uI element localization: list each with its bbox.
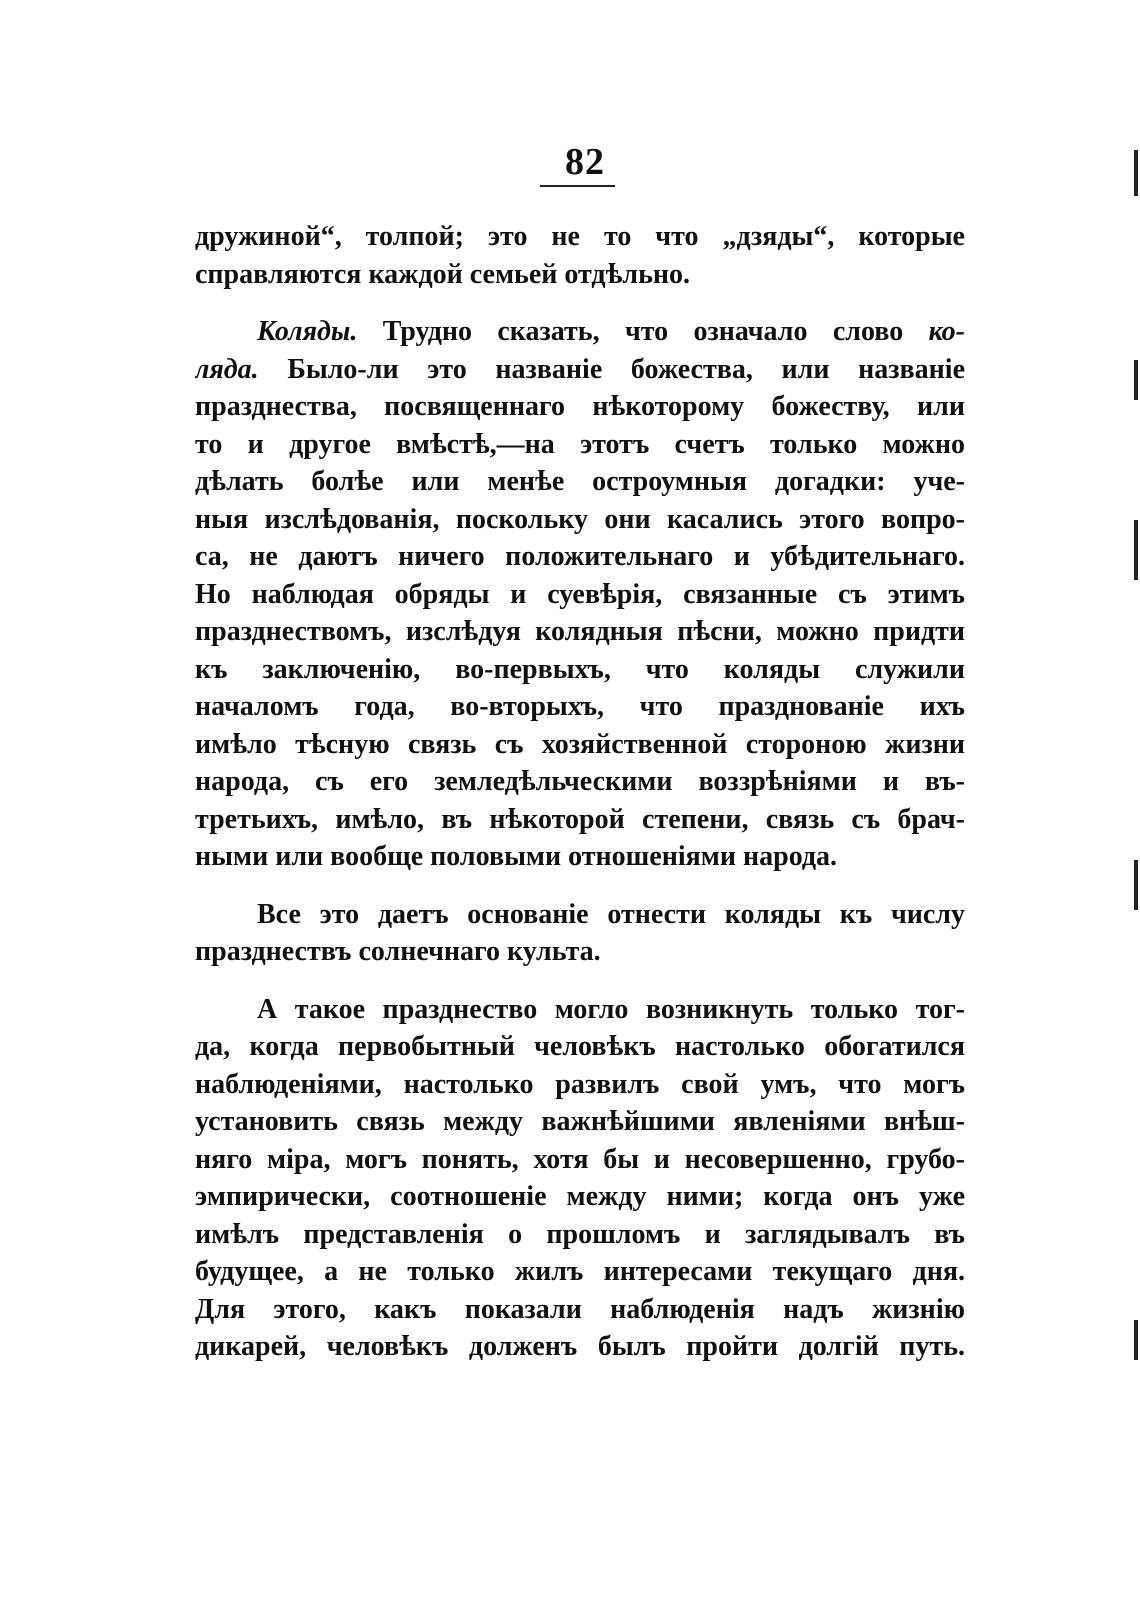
text-line: дѣлать болѣе или менѣе остроумныя догадки: уче-: [195, 466, 965, 497]
page-number: 82: [565, 141, 605, 183]
text-line: Все это даетъ основаніе отнести коляды къ числу: [257, 898, 965, 930]
text-line: ныя изслѣдованія, поскольку они касались этого вопро-: [195, 503, 965, 535]
italic-term-start: ко-: [928, 316, 965, 347]
text-line: Но наблюдая обряды и суевѣрія, связанные съ этимъ: [195, 578, 965, 610]
text-line: дикарей, человѣкъ долженъ былъ пройти долгій путь.: [195, 1331, 965, 1362]
scan-edge-mark: [1134, 860, 1138, 910]
italic-term-end: ляда.: [195, 353, 259, 385]
text-line: къ заключенію, во-первыхъ, что коляды служили: [195, 653, 965, 685]
text-line: Для этого, какъ показали наблюденія надъ жизнію: [195, 1293, 965, 1325]
text-line: началомъ года, во-вторыхъ, что празднованіе ихъ: [195, 691, 965, 722]
text-line: дружиной“, толпой; это не то что „дзяды“, которые: [195, 221, 965, 252]
body-text: [195, 218, 965, 1366]
section-heading-koliady: Коляды.: [257, 316, 358, 347]
scan-edge-mark: [1134, 520, 1138, 580]
text-line: имѣло тѣсную связь съ хозяйственной стороною жизни: [195, 728, 965, 760]
text-span: Трудно сказать, что означало слово: [357, 316, 929, 347]
text-line: третьихъ, имѣло, въ нѣкоторой степени, связь съ брач-: [195, 803, 965, 835]
text-line: са, не даютъ ничего положительнаго и убѣдительнаго.: [195, 541, 965, 572]
page-number-rule: [540, 185, 615, 187]
text-line: А такое празднество могло возникнуть только тог-: [257, 993, 965, 1025]
text-span: Было-ли это названіе божества, или названіе: [258, 353, 965, 385]
text-line: народа, съ его земледѣльческими воззрѣніями и въ-: [195, 766, 965, 797]
text-line: то и другое вмѣстѣ,—на этотъ счетъ только можно: [195, 428, 965, 460]
text-line: [195, 351, 965, 389]
scan-edge-mark: [1134, 360, 1138, 400]
text-line: наблюденіями, настолько развилъ свой умъ, что могъ: [195, 1068, 965, 1100]
text-line: празднествъ солнечнаго культа.: [195, 936, 601, 967]
scan-edge-mark: [1134, 150, 1138, 196]
text-line: [195, 313, 965, 351]
scan-edge-mark: [1134, 1320, 1138, 1360]
text-line: ными или вообще половыми отношеніями народа.: [195, 841, 838, 872]
text-line: празднествомъ, изслѣдуя колядныя пѣсни, можно придти: [195, 616, 965, 647]
text-line: справляются каждой семьей отдѣльно.: [195, 258, 691, 290]
text-line: имѣлъ представленія о прошломъ и заглядывалъ въ: [195, 1218, 965, 1250]
text-line: празднества, посвященнаго нѣкоторому божеству, или: [195, 391, 965, 422]
text-line: установить связь между важнѣйшими явленіями внѣш-: [195, 1106, 965, 1137]
text-line: няго міра, могъ понять, хотя бы и несовершенно, грубо-: [195, 1143, 965, 1175]
text-line: будущее, а не только жилъ интересами текущаго дня.: [195, 1256, 965, 1287]
text-line: эмпирически, соотношеніе между ними; когда онъ уже: [195, 1181, 965, 1212]
text-line: да, когда первобытный человѣкъ настолько обогатился: [195, 1031, 965, 1062]
